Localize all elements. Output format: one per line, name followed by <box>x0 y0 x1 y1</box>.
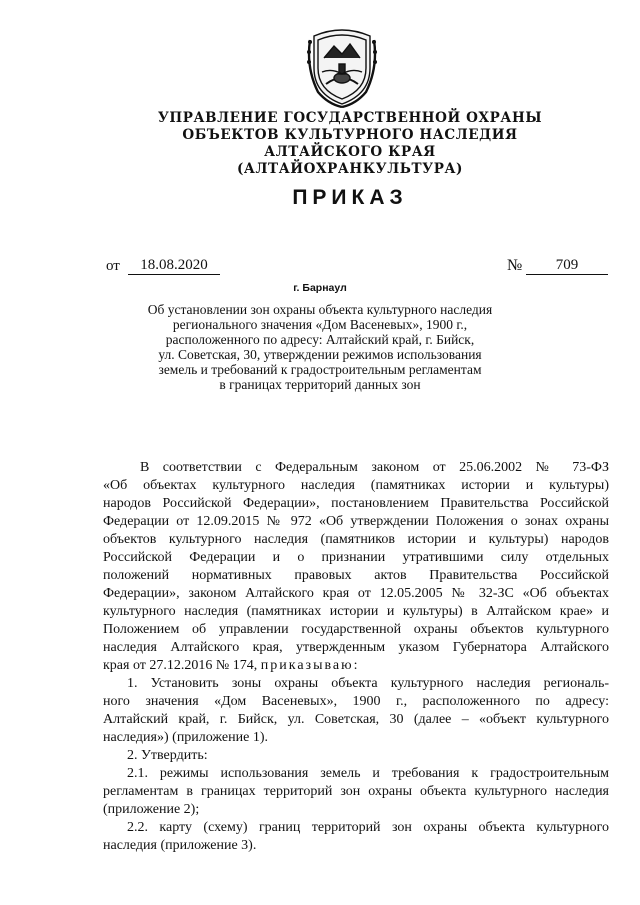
date-label: от <box>106 258 120 274</box>
body-line: Алтайский край, г. Бийск, ул. Советская, 30 (далее – «объект культурного <box>103 712 609 727</box>
body-line: Федерации», законом Алтайского края от 12.05.2005 № 32-ЗС «Об объектах <box>103 586 609 601</box>
subject-line: Об установлении зон охраны объекта культурного наследия <box>147 302 493 317</box>
body-line <box>103 657 609 675</box>
order-verb: приказываю: <box>260 658 360 673</box>
body-line: Российской Федерации и о признании утратившими силу отдельных <box>103 550 609 565</box>
body-line: Положением об управлении государственной охраны объектов культурного <box>103 622 609 637</box>
body-line: 2.2. карту (схему) границ территорий зон охраны объекта культурного <box>127 820 609 835</box>
body-line: наследия Алтайского края, утвержденным указом Губернатора Алтайского <box>103 640 609 655</box>
coat-of-arms-emblem <box>304 28 380 108</box>
body-text: края от 27.12.2016 № 174, <box>103 658 258 673</box>
order-subject <box>120 302 520 392</box>
number-label: № <box>507 257 523 274</box>
body-line: «Об объектах культурного наследия (памятниках истории и культуры) <box>103 478 609 493</box>
body-line: 2.1. режимы использования земель и требования к градостроительным <box>127 766 609 781</box>
body-line: регламентам в границах территорий зон охраны объекта культурного наследия <box>103 784 609 799</box>
body-line: В соответствии с Федеральным законом от 25.06.2002 № 73-ФЗ <box>140 460 609 475</box>
body-line: 1. Установить зоны охраны объекта культурного наследия региональ- <box>127 676 609 691</box>
order-body <box>103 459 609 855</box>
order-date: 18.08.2020 <box>128 258 220 275</box>
body-line: Федерации от 12.09.2015 № 972 «Об утверждении Положения о зонах охраны <box>103 514 609 529</box>
header-line: ОБЪЕКТОВ КУЛЬТУРНОГО НАСЛЕДИЯ <box>182 127 518 143</box>
body-line: положений нормативных правовых актов Правительства Российской <box>103 568 609 583</box>
body-line: 2. Утвердить: <box>127 748 208 763</box>
order-number: 709 <box>526 258 608 275</box>
city: г. Барнаул <box>293 282 347 294</box>
body-line: наследия (приложение 3). <box>103 838 257 853</box>
header-line: (АЛТАЙОХРАНКУЛЬТУРА) <box>236 161 464 177</box>
organization-header <box>150 110 550 178</box>
subject-line: регионального значения «Дом Васеневых», 1900 г., <box>172 317 468 332</box>
body-line: объектов культурного наследия (памятников истории и культуры) народов <box>103 532 609 547</box>
body-line: народов Российской Федерации», постановлением Правительства Российской <box>103 496 609 511</box>
body-line: культурного наследия (памятниках истории и культуры) в Алтайском крае» и <box>103 604 609 619</box>
subject-line: расположенного по адресу: Алтайский край, г. Бийск, <box>165 332 475 347</box>
body-line: (приложение 2); <box>103 802 200 817</box>
body-line: ного значения «Дом Васеневых», 1900 г., расположенного по адресу: <box>103 694 609 709</box>
subject-line: в границах территорий данных зон <box>219 377 421 392</box>
header-line: УПРАВЛЕНИЕ ГОСУДАРСТВЕННОЙ ОХРАНЫ <box>157 110 543 126</box>
subject-line: земель и требований к градостроительным регламентам <box>158 362 482 377</box>
body-line: наследия») (приложение 1). <box>103 730 268 745</box>
header-line: АЛТАЙСКОГО КРАЯ <box>264 144 436 160</box>
document-title: ПРИКАЗ <box>292 186 408 209</box>
subject-line: ул. Советская, 30, утверждении режимов использования <box>158 347 482 362</box>
